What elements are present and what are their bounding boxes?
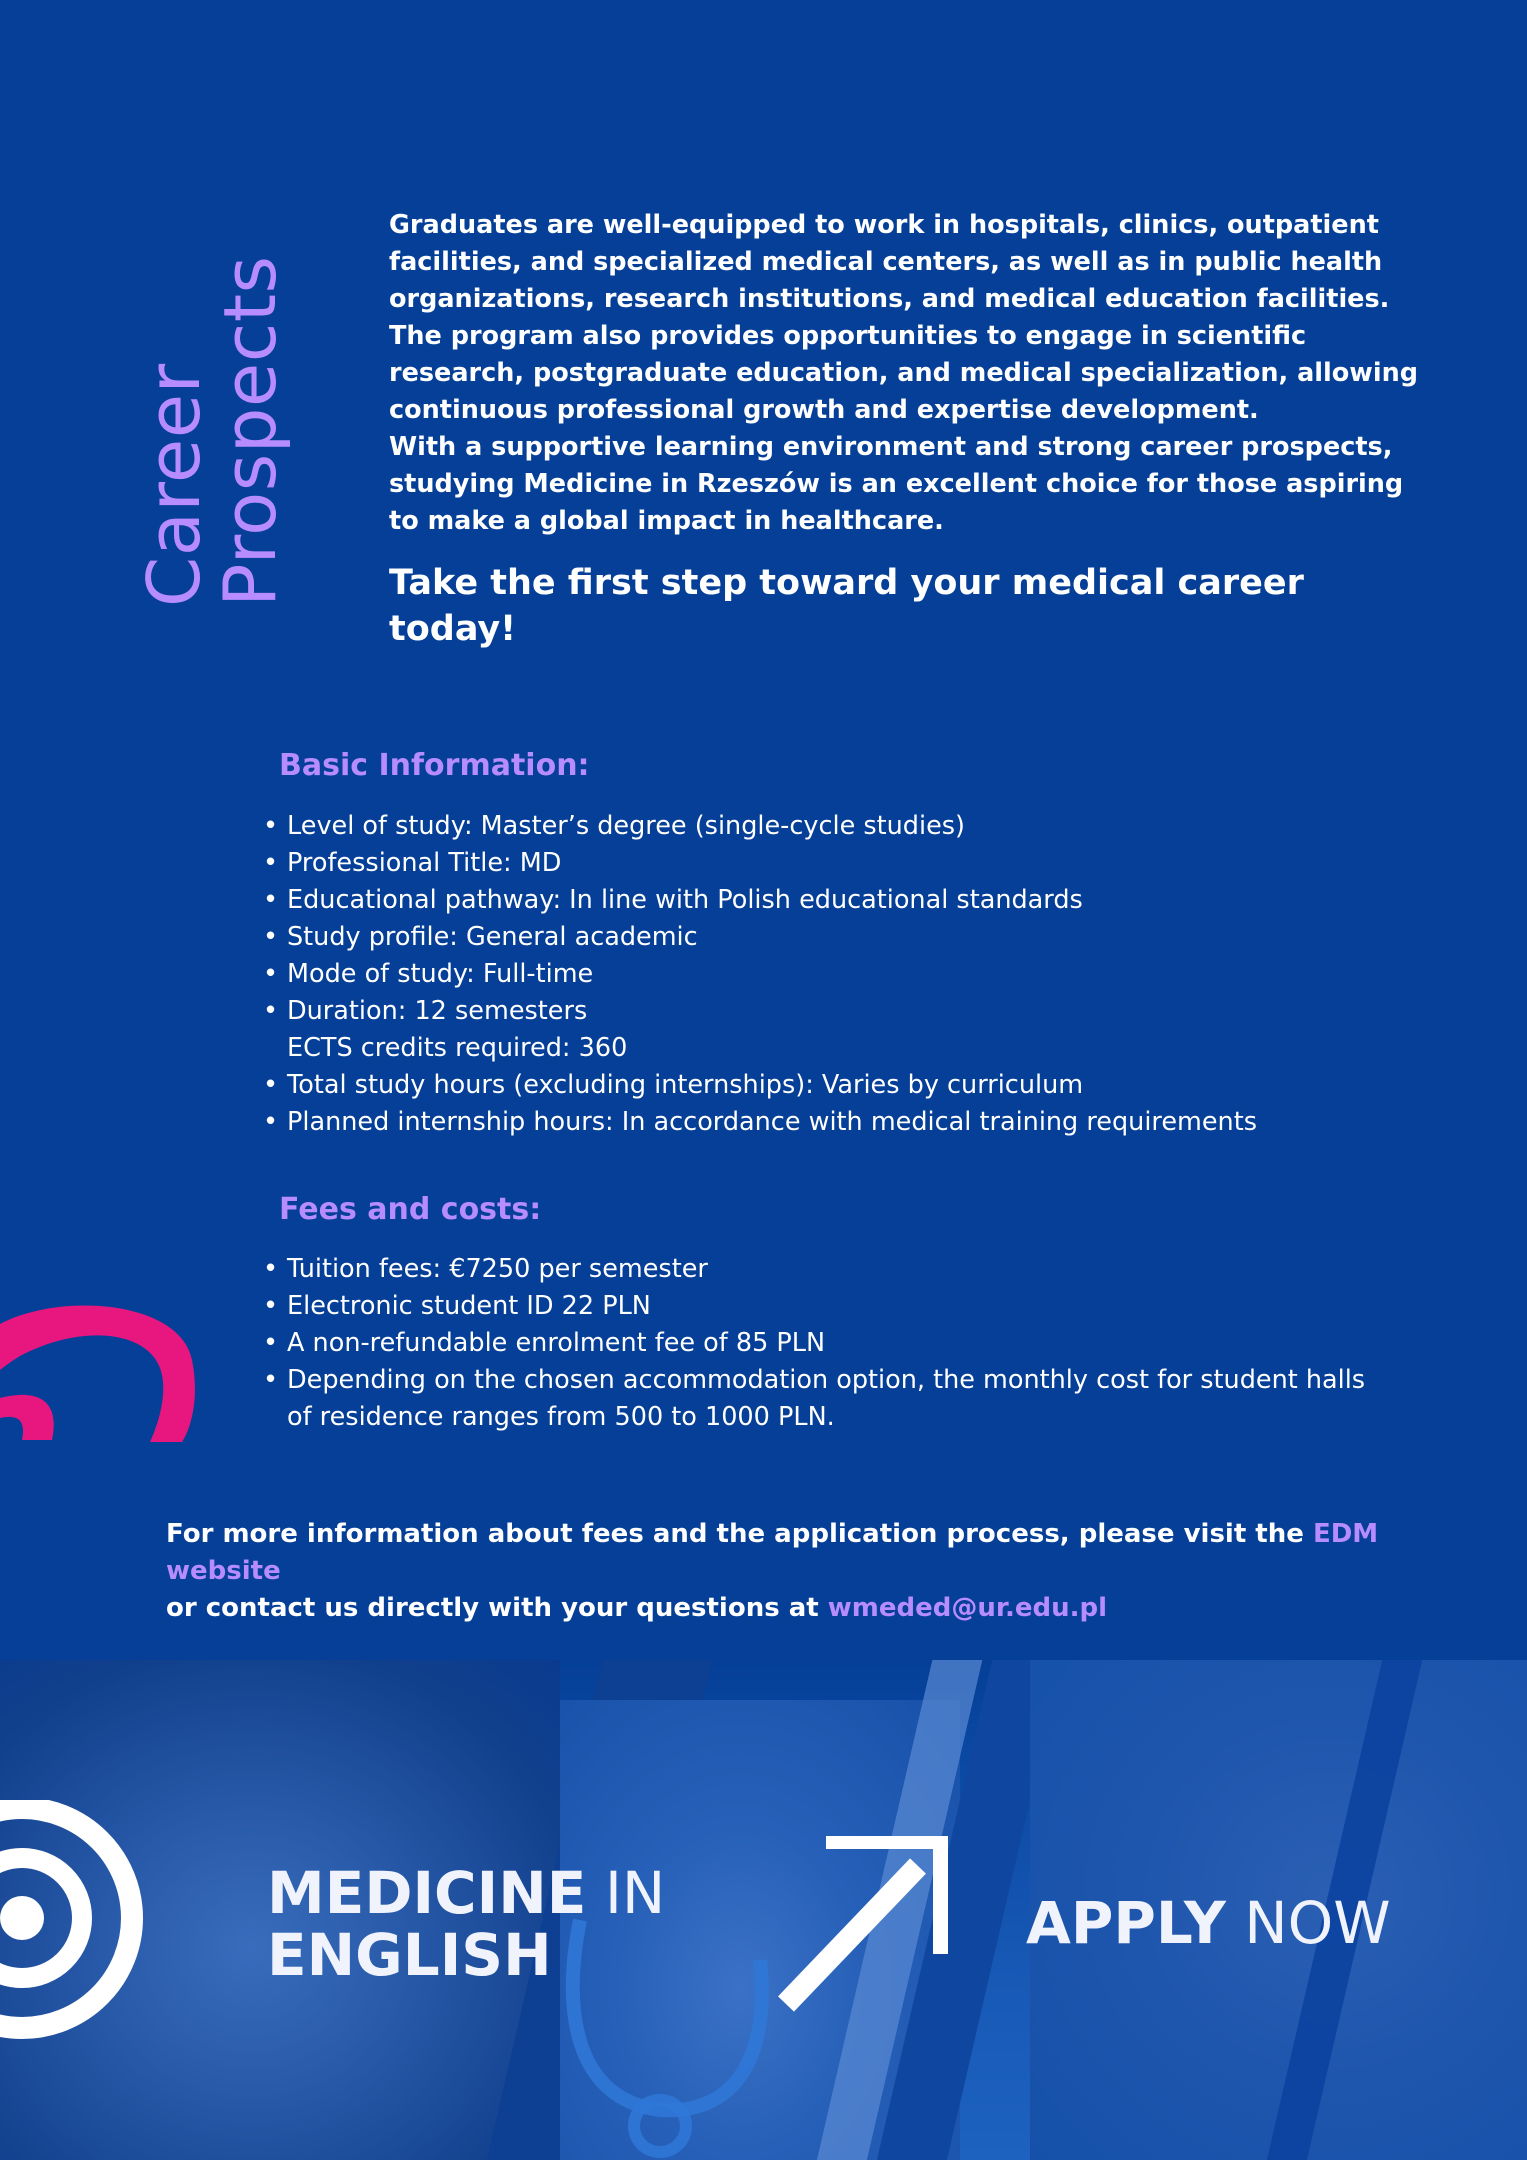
bullet-icon: • (263, 1328, 279, 1358)
bullet-icon: • (263, 959, 279, 989)
fees-list (262, 1251, 1382, 1436)
bullet-icon: • (263, 1365, 279, 1395)
list-item-continuation: ECTS credits required: 360 (287, 1033, 628, 1063)
bullet-icon: • (263, 1291, 279, 1321)
bullet-icon: • (263, 922, 279, 952)
list-item: • Duration: 12 semesters (262, 993, 1392, 1030)
brand-line-2: ENGLISH (267, 1921, 552, 1989)
apply-regular: NOW (1244, 1889, 1391, 1957)
target-icon (0, 1800, 150, 2050)
contact-text-1: For more information about fees and the application process, please visit the (166, 1519, 1304, 1549)
list-item: • Level of study: Master’s degree (single-cycle studies) (262, 808, 1392, 845)
brand-regular: IN (604, 1859, 666, 1927)
up-right-arrow-icon[interactable] (768, 1836, 948, 2014)
heading-line-1: Career (132, 363, 216, 607)
contact-info (166, 1516, 1416, 1627)
career-prospects-heading (132, 255, 292, 607)
bullet-icon: • (263, 1254, 279, 1284)
call-to-action: Take the first step toward your medical career today! (389, 563, 1304, 649)
bullet-icon: • (263, 1070, 279, 1100)
list-item: • Professional Title: MD (262, 845, 1392, 882)
apply-bold: APPLY (1026, 1889, 1226, 1957)
list-item: • Tuition fees: €7250 per semester (262, 1251, 1382, 1288)
basic-information-title: Basic Information: (279, 748, 590, 783)
decorative-swirl-icon (0, 1290, 210, 1460)
list-item: • Study profile: General academic (262, 919, 1392, 956)
intro-paragraph-2: With a supportive learning environment and strong career prospects, studying Medicine in Rzeszów is an excellent choice for those aspiring to make a global impact in healthcare. (389, 432, 1404, 536)
list-item: • Electronic student ID 22 PLN (262, 1288, 1382, 1325)
list-item: • Depending on the chosen accommodation option, the monthly cost for student halls of residence ranges from 500 to 1000 PLN. (262, 1362, 1387, 1436)
bullet-icon: • (263, 811, 279, 841)
list-item: • Planned internship hours: In accordance with medical training requirements (262, 1104, 1392, 1141)
medicine-in-english-logo (267, 1859, 666, 1989)
list-item: • Mode of study: Full-time (262, 956, 1392, 993)
apply-now-button[interactable] (1026, 1889, 1391, 1957)
email-link[interactable]: wmeded@ur.edu.pl (827, 1593, 1108, 1623)
heading-line-2: Prospects (208, 255, 292, 607)
basic-information-list (262, 808, 1392, 1141)
bullet-icon: • (263, 885, 279, 915)
contact-text-2: or contact us directly with your questions at (166, 1593, 819, 1623)
bullet-icon: • (263, 848, 279, 878)
bullet-icon: • (263, 1107, 279, 1137)
list-item: • A non-refundable enrolment fee of 85 PLN (262, 1325, 1382, 1362)
edm-website-link[interactable]: EDM website (166, 1519, 1379, 1586)
intro-paragraph-1: Graduates are well-equipped to work in hospitals, clinics, outpatient facilities, and specialized medical centers, as well as in public health organizations, research institutions, and medical education facilities. The program also provides opportunities to engage in scientific research, postgraduate education, and medical specialization, allowing continuous professional growth and expertise development. (389, 210, 1419, 425)
list-item: • Total study hours (excluding internships): Varies by curriculum (262, 1067, 1392, 1104)
fees-title: Fees and costs: (279, 1192, 542, 1227)
list-item: • Educational pathway: In line with Polish educational standards (262, 882, 1392, 919)
career-intro (389, 207, 1439, 540)
bullet-icon: • (263, 996, 279, 1026)
brand-bold: MEDICINE (267, 1859, 587, 1927)
